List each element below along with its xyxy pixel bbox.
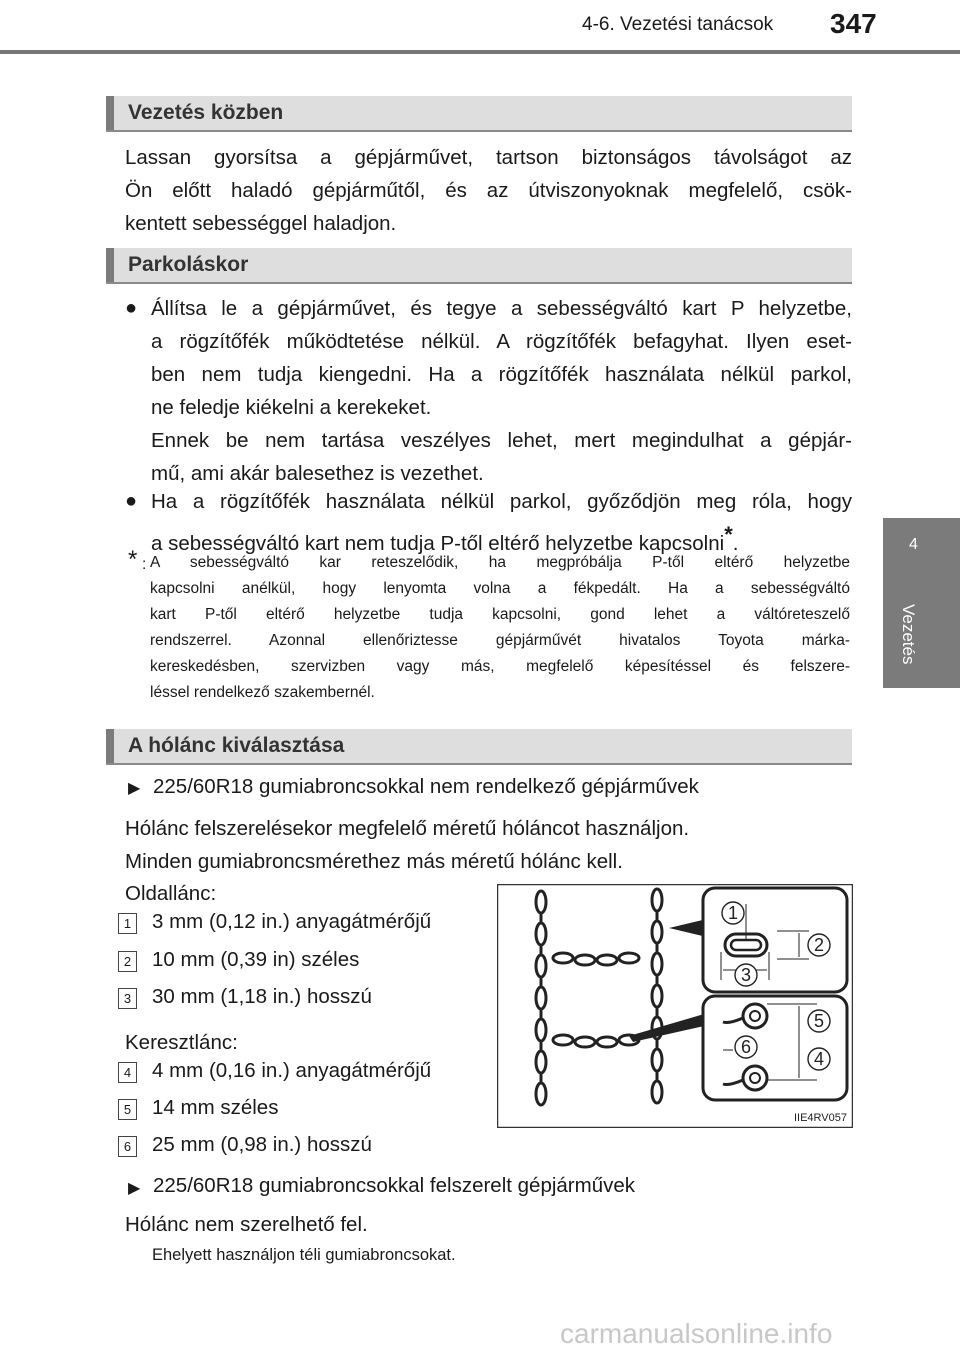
running-header-section: 4-6. Vezetési tanácsok — [582, 14, 774, 35]
footnote-star: * — [128, 546, 138, 573]
figure-callout-5: 5 — [813, 1011, 825, 1031]
chains-intro-line-2: Minden gumiabroncsmérethez más méretű hólánc kell. — [125, 850, 623, 873]
figure-callout-2: 2 — [813, 935, 825, 955]
callout-number: 1 — [118, 913, 137, 934]
chains-case-2-note: Ehelyett használjon téli gumiabroncsokat. — [152, 1246, 456, 1264]
parking-b2-line-2-text: a sebességváltó kart nem tudja P-től eltérő helyzetbe kapcsolni — [151, 531, 725, 555]
triangle-bullet-icon: ▶ — [128, 1180, 141, 1197]
figure-callout-3: 3 — [740, 965, 752, 985]
bullet-dot: ● — [125, 490, 138, 512]
parking-b1-line-5: Ennek be nem tartása veszélyes lehet, mert megindulhat a gépjár- — [151, 429, 852, 452]
parking-b1-line-3: ben nem tudja kiengedni. Ha a rögzítőfék használata nélkül parkol, — [151, 363, 852, 386]
side-chain-spec-1: 3 mm (0,12 in.) anyagátmérőjű — [152, 910, 432, 933]
snow-chain-figure — [497, 884, 853, 1128]
chains-case-2-text: Hólánc nem szerelhető fel. — [125, 1213, 368, 1236]
chains-case-2: 225/60R18 gumiabroncsokkal felszerelt gépjárművek — [153, 1174, 636, 1197]
section-heading-driving-text: Vezetés közben — [128, 101, 284, 124]
callout-number: 2 — [118, 951, 137, 972]
side-chain-spec-2: 10 mm (0,39 in) széles — [152, 948, 360, 971]
driving-line-1: Lassan gyorsítsa a gépjárművet, tartson biztonságos távolságot az — [125, 146, 852, 169]
callout-number: 5 — [118, 1099, 137, 1120]
side-chain-label: Oldallánc: — [125, 882, 217, 905]
footnote-line-3: kart P-től eltérő helyzetbe tudja kapcsolni, gond lehet a váltóreteszelő — [150, 606, 850, 623]
footnote-ref: * — [724, 522, 733, 547]
footnote-line-5: kereskedésben, szervizben vagy más, megfelelő képesítéssel és felszere- — [150, 658, 850, 675]
section-heading-parking-text: Parkoláskor — [128, 253, 249, 276]
chapter-tab — [883, 518, 960, 688]
callout-number: 6 — [118, 1136, 137, 1157]
side-chain-spec-3: 30 mm (1,18 in.) hosszú — [152, 985, 372, 1008]
chains-intro-line-1: Hólánc felszerelésekor megfelelő méretű hóláncot használjon. — [125, 817, 690, 840]
figure-callout-4: 4 — [813, 1049, 825, 1069]
section-heading-parking — [106, 248, 852, 284]
page-number: 347 — [830, 8, 877, 39]
cross-chain-spec-5: 14 mm széles — [152, 1096, 279, 1119]
parking-b2-line-1: Ha a rögzítőfék használata nélkül parkol, győződjön meg róla, hogy — [151, 490, 852, 513]
cross-chain-spec-6: 25 mm (0,98 in.) hosszú — [152, 1133, 372, 1156]
watermark: carmanualsonline.info — [560, 1318, 833, 1349]
footnote-line-4: rendszerrel. Azonnal ellenőriztesse gépjárművét hivatalos Toyota márka- — [150, 632, 850, 649]
footnote-colon: : — [142, 556, 147, 573]
section-heading-chains — [106, 729, 852, 765]
parking-b1-line-1: Állítsa le a gépjárművet, és tegye a sebességváltó kart P helyzetbe, — [151, 297, 852, 320]
figure-code: IIE4RV057 — [793, 1112, 847, 1124]
section-heading-driving — [106, 96, 852, 132]
triangle-bullet-icon: ▶ — [128, 780, 141, 797]
callout-number: 3 — [118, 988, 137, 1009]
callout-number: 4 — [118, 1062, 137, 1083]
driving-line-2: Ön előtt haladó gépjárműtől, és az útviszonyoknak megfelelő, csök- — [125, 179, 852, 202]
parking-b1-line-4: ne feledje kiékelni a kerekeket. — [151, 396, 432, 419]
header-rule — [0, 50, 960, 54]
section-heading-chains-text: A hólánc kiválasztása — [128, 734, 345, 757]
driving-line-3: kentett sebességgel haladjon. — [125, 212, 397, 235]
footnote-line-6: léssel rendelkező szakembernél. — [150, 684, 375, 701]
chapter-tab-label: Vezetés — [899, 604, 918, 665]
footnote-line-2: kapcsolni anélkül, hogy lenyomta volna a fékpedált. Ha a sebességváltó — [150, 580, 850, 597]
cross-chain-label: Keresztlánc: — [125, 1031, 238, 1054]
parking-b1-line-2: a rögzítőfék működtetése nélkül. A rögzítőfék befagyhat. Ilyen eset- — [151, 330, 852, 353]
figure-callout-6: 6 — [740, 1037, 752, 1057]
figure-callout-1: 1 — [727, 903, 739, 923]
cross-chain-spec-4: 4 mm (0,16 in.) anyagátmérőjű — [152, 1059, 432, 1082]
bullet-dot: ● — [125, 297, 138, 319]
chapter-tab-number: 4 — [909, 536, 918, 553]
parking-b1-line-6: mű, ami akár balesethez is vezethet. — [151, 462, 484, 485]
parking-b2-period: . — [732, 531, 739, 555]
chains-case-1: 225/60R18 gumiabroncsokkal nem rendelkező gépjárművek — [153, 775, 699, 798]
footnote-line-1: A sebességváltó kar reteszelődik, ha megpróbálja P-től eltérő helyzetbe — [150, 554, 850, 571]
